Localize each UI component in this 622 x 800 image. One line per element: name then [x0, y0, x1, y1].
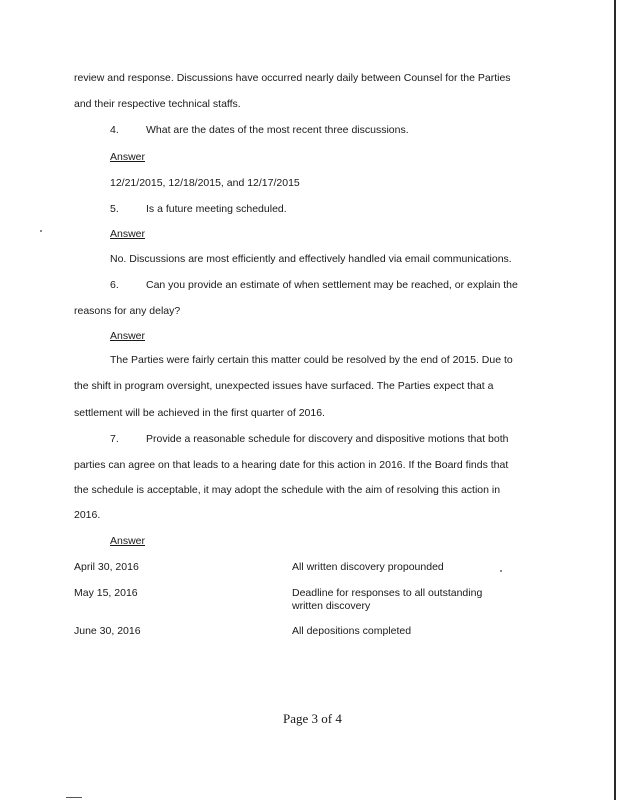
answer-5-text: No. Discussions are most efficiently and effectively handled via email communications.: [110, 253, 512, 265]
question-7-line-1: Provide a reasonable schedule for discovery and dispositive motions that both: [146, 433, 509, 445]
body-line-2: and their respective technical staffs.: [74, 98, 241, 110]
scan-speck: [40, 230, 42, 232]
schedule-date: June 30, 2016: [74, 625, 141, 637]
question-4-text: What are the dates of the most recent three discussions.: [146, 124, 409, 136]
answer-6-line-1: The Parties were fairly certain this matter could be resolved by the end of 2015. Due to: [110, 354, 513, 366]
answer-6-line-2: the shift in program oversight, unexpected issues have surfaced. The Parties expect that a: [74, 380, 494, 392]
question-7-line-3: the schedule is acceptable, it may adopt the schedule with the aim of resolving this action in: [74, 484, 501, 496]
answer-6-label: Answer: [110, 330, 146, 342]
body-line-1: review and response. Discussions have occurred nearly daily between Counsel for the Parties: [74, 72, 511, 84]
scan-edge-right: [614, 0, 616, 800]
answer-5-label: Answer: [110, 228, 146, 240]
question-6-continuation: reasons for any delay?: [74, 305, 181, 317]
answer-4-label: Answer: [110, 151, 146, 163]
question-4-number: 4.: [110, 124, 119, 136]
schedule-event: All depositions completed: [292, 625, 412, 637]
answer-6-line-3: settlement will be achieved in the first quarter of 2016.: [74, 407, 325, 419]
question-6-text: Can you provide an estimate of when settlement may be reached, or explain the: [146, 279, 518, 291]
question-5-text: Is a future meeting scheduled.: [146, 203, 287, 215]
answer-7-label: Answer: [110, 535, 146, 547]
schedule-date: April 30, 2016: [74, 561, 139, 573]
scan-speck: [500, 570, 502, 572]
question-5-number: 5.: [110, 203, 119, 215]
page-number-footer: Page 3 of 4: [283, 711, 342, 726]
question-6-number: 6.: [110, 279, 119, 291]
answer-4-text: 12/21/2015, 12/18/2015, and 12/17/2015: [110, 177, 300, 189]
schedule-date: May 15, 2016: [74, 587, 138, 599]
question-7-number: 7.: [110, 433, 119, 445]
question-7-line-2: parties can agree on that leads to a hearing date for this action in 2016. If the Board finds that: [74, 459, 509, 471]
schedule-event: All written discovery propounded: [292, 561, 444, 573]
question-7-line-4: 2016.: [74, 509, 101, 521]
schedule-event-continuation: written discovery: [292, 600, 371, 612]
schedule-event: Deadline for responses to all outstanding: [292, 587, 483, 599]
scan-edge-bottom: [66, 797, 82, 798]
